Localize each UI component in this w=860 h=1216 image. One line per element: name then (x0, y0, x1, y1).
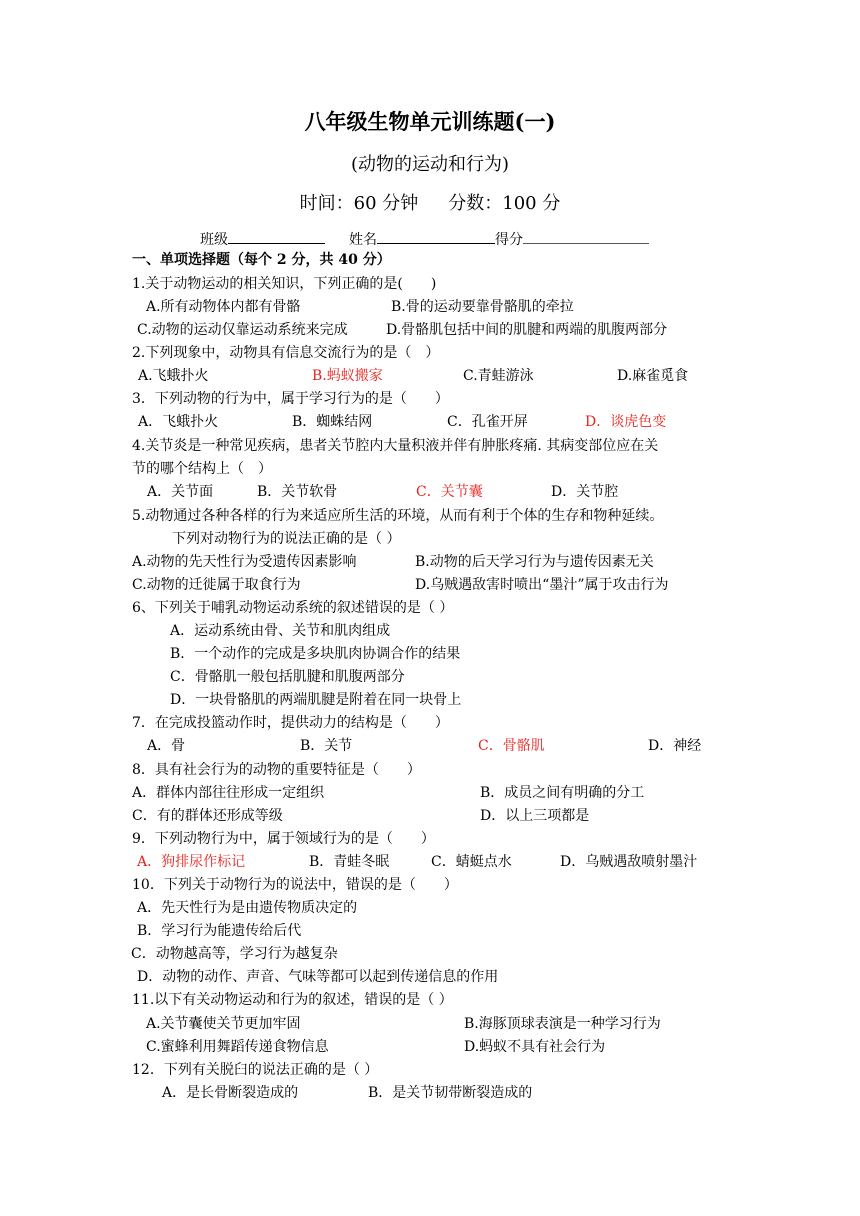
answer-option: D．谈虎色变 (585, 414, 667, 430)
question-stem: 7．在完成投篮动作时，提供动力的结构是（ ） (132, 715, 449, 731)
name-field[interactable] (377, 229, 495, 244)
option: C.动物的迁徙属于取食行为 (132, 577, 301, 593)
option: C.蜜蜂利用舞蹈传递食物信息 (146, 1039, 329, 1055)
answer-option: A．狗排尿作标记 (137, 854, 246, 870)
option: A．运动系统由骨、关节和肌肉组成 (170, 623, 391, 639)
question-stem: 2.下列现象中，动物具有信息交流行为的是（ ） (132, 345, 440, 361)
option: C.动物的运动仅靠运动系统来完成 (137, 322, 348, 338)
option: A.动物的先天性行为受遗传因素影响 (132, 554, 357, 570)
option: A．群体内部往往形成一定组织 (132, 785, 325, 801)
option: D．动物的动作、声音、气味等都可以起到传递信息的作用 (137, 969, 499, 985)
option: B．关节 (300, 738, 353, 754)
question-stem: 4.关节炎是一种常见疾病，患者关节腔内大量积液并伴有肿胀疼痛. 其病变部位应在关 (132, 438, 659, 454)
score-field-label: 得分 (495, 232, 523, 248)
option: C．蜻蜓点水 (431, 854, 512, 870)
option: B.动物的后天学习行为与遗传因素无关 (415, 554, 654, 570)
answer-option: C．关节囊 (416, 484, 483, 500)
answer-option: C．骨骼肌 (478, 738, 545, 754)
option: A．骨 (147, 738, 186, 754)
option: A．是长骨断裂造成的 (162, 1085, 299, 1101)
option: A.飞蛾扑火 (138, 368, 209, 384)
option: B．学习行为能遗传给后代 (137, 923, 302, 939)
option: D.麻雀觅食 (617, 368, 689, 384)
score-field[interactable] (523, 229, 649, 244)
option: D．关节腔 (551, 484, 619, 500)
answer-option: B.蚂蚁搬家 (312, 368, 383, 384)
option: B．青蛙冬眠 (309, 854, 390, 870)
option: B．是关节韧带断裂造成的 (368, 1085, 533, 1101)
question-stem: 1.关于动物运动的相关知识，下列正确的是( ) (132, 276, 437, 292)
question-stem: 10．下列关于动物行为的说法中，错误的是（ ） (132, 877, 458, 893)
option: C.青蛙游泳 (463, 368, 534, 384)
question-stem: 11.以下有关动物运动和行为的叙述，错误的是（ ） (132, 992, 453, 1008)
question-stem: 9．下列动物行为中，属于领域行为的是（ ） (132, 831, 435, 847)
option: B.骨的运动要靠骨骼肌的牵拉 (391, 299, 574, 315)
option: B.海豚顶球表演是一种学习行为 (464, 1016, 661, 1032)
option: D．以上三项都是 (480, 808, 590, 824)
score-label: 分数：100 分 (448, 193, 561, 214)
class-label: 班级 (200, 232, 228, 248)
option: C．孔雀开屏 (447, 414, 528, 430)
option: A.关节囊使关节更加牢固 (146, 1016, 301, 1032)
option: D.蚂蚁不具有社会行为 (464, 1039, 606, 1055)
option: A．飞蛾扑火 (138, 414, 219, 430)
student-info-line (200, 229, 649, 249)
question-stem-cont: 节的哪个结构上（ ） (132, 461, 272, 477)
option: A．关节面 (147, 484, 214, 500)
question-stem: 8．具有社会行为的动物的重要特征是（ ） (132, 762, 421, 778)
option: D．神经 (648, 738, 702, 754)
option: B．蜘蛛结网 (292, 414, 373, 430)
option: C．动物越高等，学习行为越复杂 (131, 946, 338, 962)
option: C．有的群体还形成等级 (132, 808, 283, 824)
page-subtitle: (动物的运动和行为) (350, 154, 510, 175)
page-title: 八年级生物单元训练题(一) (304, 109, 556, 134)
option: D.乌贼遇敌害时喷出“墨汁”属于攻击行为 (415, 577, 669, 593)
question-stem-cont: 下列对动物行为的说法正确的是（ ） (172, 531, 401, 547)
question-stem: 12．下列有关脱臼的说法正确的是（ ） (132, 1062, 379, 1078)
time-label: 时间：60 分钟 (299, 193, 419, 214)
option: B．一个动作的完成是多块肌肉协调合作的结果 (170, 646, 461, 662)
question-stem: 5.动物通过各种各样的行为来适应所生活的环境，从而有利于个体的生存和物种延续。 (132, 508, 664, 524)
class-field[interactable] (228, 229, 325, 244)
option: D．乌贼遇敌喷射墨汁 (560, 854, 698, 870)
option: B．成员之间有明确的分工 (480, 785, 645, 801)
option: A.所有动物体内都有骨骼 (146, 299, 301, 315)
question-stem: 3．下列动物的行为中，属于学习行为的是（ ） (132, 391, 449, 407)
exam-meta (0, 189, 860, 215)
name-label: 姓名 (349, 232, 377, 248)
section-heading: 一、单项选择题（每个 2 分，共 40 分） (132, 252, 391, 268)
option: A．先天性行为是由遗传物质决定的 (137, 900, 358, 916)
question-stem: 6、下列关于哺乳动物运动系统的叙述错误的是（ ） (132, 600, 454, 616)
option: D．一块骨骼肌的两端肌腱是附着在同一块骨上 (170, 692, 462, 708)
option: C．骨骼肌一般包括肌腱和肌腹两部分 (170, 669, 405, 685)
option: D.骨骼肌包括中间的肌腱和两端的肌腹两部分 (386, 322, 668, 338)
option: B．关节软骨 (257, 484, 338, 500)
